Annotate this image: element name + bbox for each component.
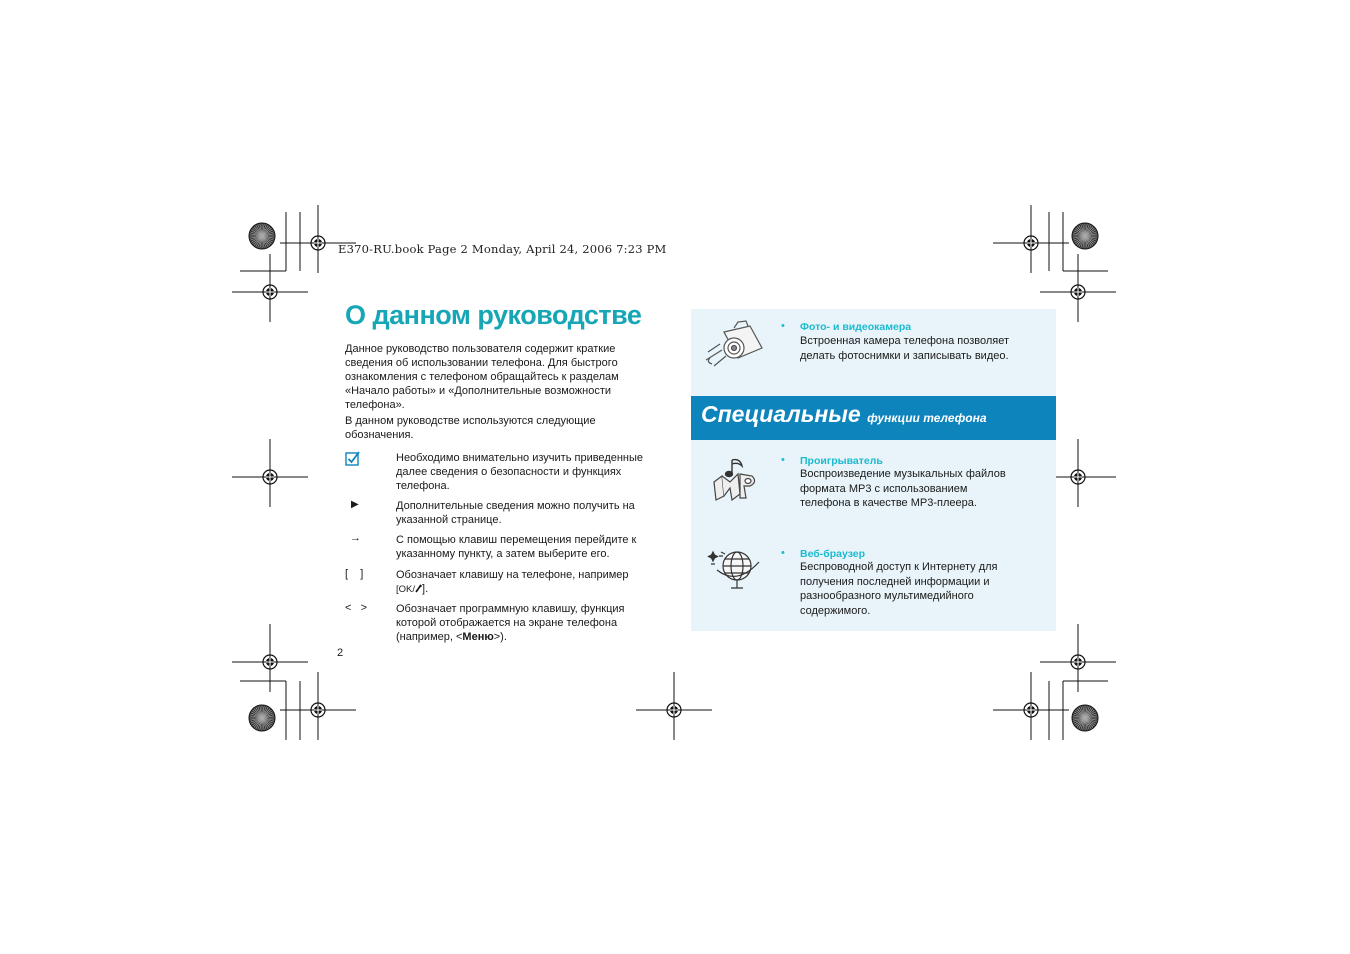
symbol-description-navigation: С помощью клавиш перемещения перейдите к указанному пункту, а затем выберите его.: [396, 534, 637, 560]
feature-bullet: •: [781, 547, 785, 559]
feature-text-camera: Встроенная камера телефона позволяет делать фотоснимки и записывать видео.: [800, 335, 1010, 362]
registration-crosshair: [232, 439, 308, 507]
camera-icon: [700, 318, 768, 379]
registration-crosshair: [280, 672, 356, 740]
symbol-description-page-ref: Дополнительные сведения можно получить на указанной странице.: [396, 500, 635, 526]
symbol-description-phone-key: [396, 568, 656, 597]
feature-title-player: Проигрыватель: [800, 455, 883, 467]
special-features-banner: [691, 396, 1056, 440]
registration-crosshair: [993, 205, 1069, 273]
intro-paragraph: Данное руководство пользователя содержит краткие сведения об использовании телефона. Для быстрого ознакомления с телефоном обращайтесь к разделам «Начало работы» и «Дополнительные возможности телефона».: [345, 343, 619, 411]
registration-crosshair: [636, 672, 712, 740]
ok-key-label: [OK/: [396, 584, 416, 595]
ok-key-icon: [415, 583, 422, 592]
symbol-description-warning: Необходимо внимательно изучить приведенные далее сведения о безопасности и функциях телефона.: [396, 452, 644, 492]
feature-text-player: Воспроизведение музыкальных файлов формата MP3 с использованием телефона в качестве MP3-плеера.: [800, 468, 1006, 509]
page-number: 2: [337, 647, 344, 659]
registration-crosshair: [1040, 624, 1116, 692]
registration-crosshair: [232, 254, 308, 322]
registration-crosshair: [993, 672, 1069, 740]
legend-intro-paragraph: В данном руководстве используются следующие обозначения.: [345, 415, 596, 441]
registration-rosette: [1072, 223, 1098, 249]
arrow-right-icon: →: [350, 532, 361, 544]
page-title: О данном руководстве: [345, 300, 642, 330]
feature-title-browser: Веб-браузер: [800, 548, 866, 560]
banner-heading-big: Специальные: [701, 401, 861, 427]
triangle-right-icon: ▶: [351, 499, 359, 510]
soft-key-menu: Меню: [462, 631, 494, 643]
soft-key-end: >).: [493, 631, 507, 643]
banner-heading: [701, 401, 987, 428]
registration-rosette: [249, 705, 275, 731]
registration-crosshair: [280, 205, 356, 273]
angle-brackets-icon: < >: [345, 602, 368, 614]
symbol-description-soft-key: [396, 602, 656, 644]
brackets-icon: [ ]: [345, 568, 364, 580]
registration-rosette: [1072, 705, 1098, 731]
feature-bullet: •: [781, 320, 785, 332]
soft-key-text: Обозначает программную клавишу, функция которой отображается на экране телефона (например, <: [396, 603, 625, 643]
mp3-player-icon: [700, 452, 762, 513]
registration-rosette: [249, 223, 275, 249]
file-info-header: E370-RU.book Page 2 Monday, April 24, 2006 7:23 PM: [338, 242, 667, 256]
feature-text-browser: Беспроводной доступ к Интернету для получения последней информации и разнообразного мультимедийного содержимого.: [800, 561, 998, 617]
phone-key-text: Обозначает клавишу на телефоне, например: [396, 569, 629, 581]
banner-heading-small: функции телефона: [867, 411, 987, 425]
feature-title-camera: Фото- и видеокамера: [800, 321, 912, 333]
phone-key-end: ].: [422, 583, 429, 595]
globe-icon: [703, 544, 765, 601]
feature-bullet: •: [781, 454, 785, 466]
checkbox-icon: [345, 450, 385, 469]
registration-crosshair: [232, 624, 308, 692]
